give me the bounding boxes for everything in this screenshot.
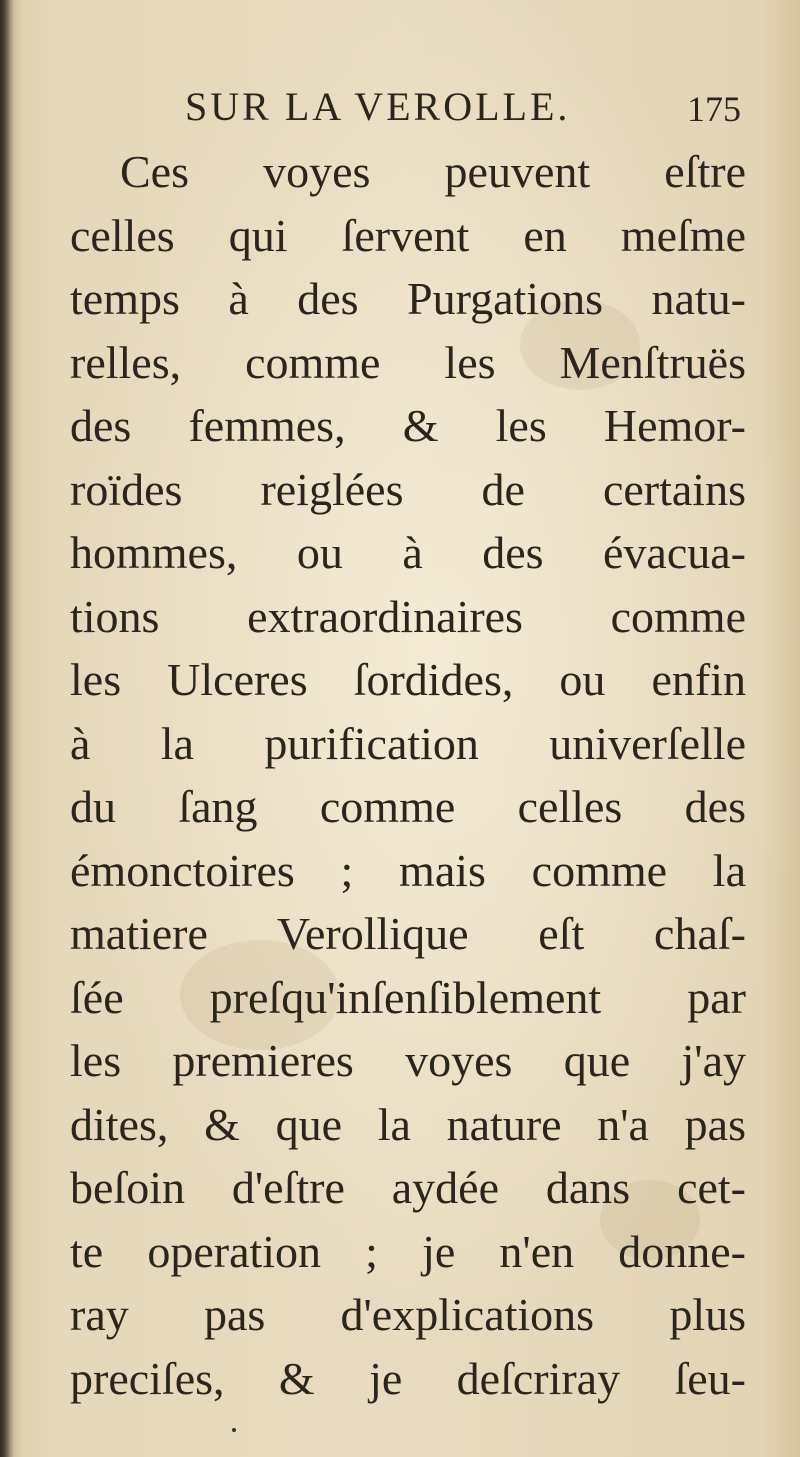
text-line: matiere Verollique eſt chaſ- bbox=[70, 908, 746, 959]
running-head: SUR LA VEROLLE. bbox=[185, 84, 571, 129]
text-line: dites, & que la nature n'a pas bbox=[70, 1098, 746, 1150]
page-header bbox=[185, 82, 745, 132]
ink-speck bbox=[232, 1428, 236, 1432]
text-line: tions extraordinaires comme bbox=[70, 590, 746, 642]
text-line: les premieres voyes que j'ay bbox=[70, 1035, 746, 1086]
text-line: preciſes, & je deſcriray ſeu- bbox=[70, 1352, 746, 1404]
binding-gutter-shadow bbox=[0, 0, 14, 1457]
text-line: celles qui ſervent en meſme bbox=[70, 209, 746, 261]
text-line: roïdes reiglées de certains bbox=[70, 463, 746, 515]
body-text bbox=[70, 140, 746, 1410]
text-line: émonctoires ; mais comme la bbox=[70, 844, 746, 896]
text-line: à la purification univerſelle bbox=[70, 717, 746, 769]
text-line: beſoin d'eſtre aydée dans cet- bbox=[70, 1162, 746, 1213]
text-line: hommes, ou à des évacua- bbox=[70, 527, 746, 578]
text-line: temps à des Purgations natu- bbox=[70, 273, 746, 324]
text-line: Ces voyes peuvent eſtre bbox=[120, 146, 746, 197]
text-line: du ſang comme celles des bbox=[70, 781, 746, 832]
text-line: ſée preſqu'inſenſiblement par bbox=[70, 971, 746, 1023]
text-line: relles, comme les Menſtruës bbox=[70, 336, 746, 388]
text-line: des femmes, & les Hemor- bbox=[70, 400, 746, 451]
page-number: 175 bbox=[687, 89, 741, 129]
text-line: te operation ; je n'en donne- bbox=[70, 1225, 746, 1277]
text-line: les Ulceres ſordides, ou enfin bbox=[70, 654, 746, 705]
text-line: ray pas d'explications plus bbox=[70, 1289, 746, 1340]
